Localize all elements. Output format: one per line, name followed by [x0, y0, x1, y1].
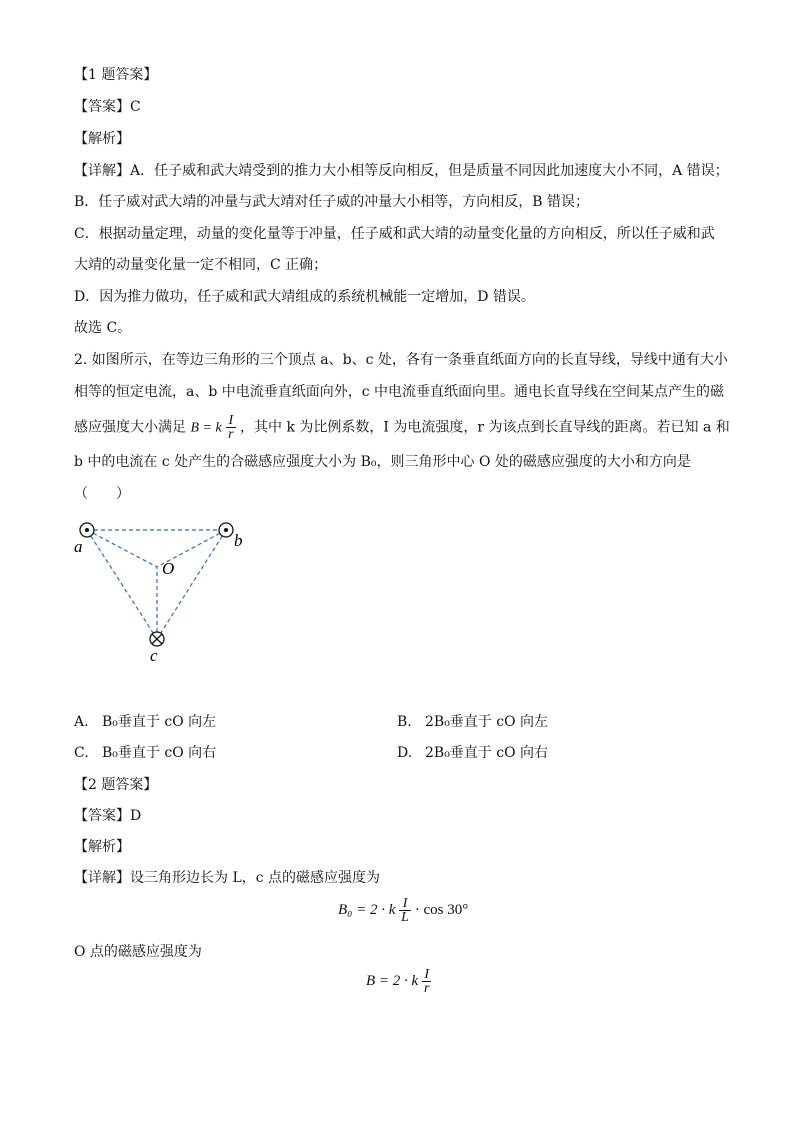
q2-stem-pre: 感应强度大小满足 [74, 419, 186, 436]
q2-tag: 【2 题答案】 [74, 777, 158, 793]
fraction-numerator: I [422, 968, 431, 982]
q2-stem-line: b 中的电流在 c 处产生的合磁感应强度大小为 B₀，则三角形中心 O 处的磁感应强度的大小和方向是 [74, 454, 691, 470]
fraction-denominator: L [401, 910, 409, 925]
option-d[interactable] [397, 743, 548, 763]
option-d-text: 2B₀垂直于 cO 向右 [425, 745, 549, 761]
triangle-edge-ac [87, 530, 157, 639]
wire-a-out-icon [80, 523, 94, 537]
q2-stem-line [74, 414, 730, 441]
q2-stem-line: 相等的恒定电流，a、b 中电流垂直纸面向外，c 中电流垂直纸面向里。通电长直导线在空间某点产生的磁 [74, 384, 725, 400]
formula-b0-left: B₀ = 2 · k [338, 901, 396, 918]
q1-detail-line: 【详解】A．任子威和武大靖受到的推力大小相等反向相反，但是质量不同因此加速度大小不同，A 错误； [74, 163, 729, 179]
wire-b-out-icon [219, 523, 233, 537]
q1-answer: 【答案】C [74, 99, 141, 115]
field-formula: B = k [190, 420, 222, 436]
field-formula-fraction [226, 414, 235, 441]
formula-b [366, 968, 431, 995]
fraction-numerator: I [399, 897, 411, 911]
option-a-letter: A. [74, 714, 89, 730]
option-c[interactable] [74, 743, 216, 763]
median-a-o [87, 530, 157, 567]
label-a: a [74, 537, 83, 556]
q2-analysis: 【解析】 [74, 839, 130, 855]
q2-stem-post: ，其中 k 为比例系数，I 为电流强度，r 为该点到长直导线的距离。若已知 a 和 [240, 419, 730, 436]
label-b: b [234, 531, 243, 550]
formula-b0-fraction [399, 897, 411, 924]
wire-c-in-icon [150, 632, 164, 646]
fraction-denominator: r [228, 427, 234, 442]
option-d-letter: D. [397, 745, 413, 761]
q1-detail-line: 故选 C。 [74, 320, 132, 336]
option-b-text: 2B₀垂直于 cO 向左 [425, 714, 549, 730]
label-c: c [150, 646, 158, 665]
triangle-edge-bc [157, 530, 226, 639]
option-c-text: B₀垂直于 cO 向右 [102, 745, 217, 761]
triangle-figure [60, 510, 260, 670]
q2-answer: 【答案】D [74, 808, 142, 824]
q1-detail-line: C．根据动量定理，动量的变化量等于冲量，任子威和武大靖的动量变化量的方向相反，所以任子威和武 [74, 226, 715, 242]
q1-detail-line: 大靖的动量变化量一定不相同，C 正确； [74, 257, 328, 273]
option-c-letter: C. [74, 745, 89, 761]
q1-analysis: 【解析】 [74, 131, 130, 147]
q2-detail: 【详解】设三角形边长为 L，c 点的磁感应强度为 [74, 870, 381, 886]
option-a[interactable] [74, 712, 216, 732]
label-o: O [162, 559, 175, 578]
q1-detail-line: B．任子威对武大靖的冲量与武大靖对任子威的冲量大小相等，方向相反，B 错误； [74, 194, 590, 210]
formula-b-fraction [422, 968, 431, 995]
formula-b0 [338, 897, 468, 924]
option-b[interactable] [397, 712, 548, 732]
o-point-text: O 点的磁感应强度为 [74, 944, 202, 960]
formula-b0-right: · cos 30° [414, 901, 469, 918]
formula-b-left: B = 2 · k [366, 972, 419, 989]
option-a-text: B₀垂直于 cO 向左 [102, 714, 217, 730]
fraction-denominator: r [423, 981, 430, 996]
option-b-letter: B. [397, 714, 412, 730]
q2-stem-line: 2. 如图所示，在等边三角形的三个顶点 a、b、c 处，各有一条垂直纸面方向的长直导线，导线中通有大小 [74, 352, 728, 368]
q1-detail-line: D．因为推力做功，任子威和武大靖组成的系统机械能一定增加，D 错误。 [74, 289, 535, 305]
fraction-numerator: I [226, 414, 235, 428]
q1-tag: 【1 题答案】 [74, 67, 158, 83]
q2-paren: （ ） [74, 486, 130, 502]
